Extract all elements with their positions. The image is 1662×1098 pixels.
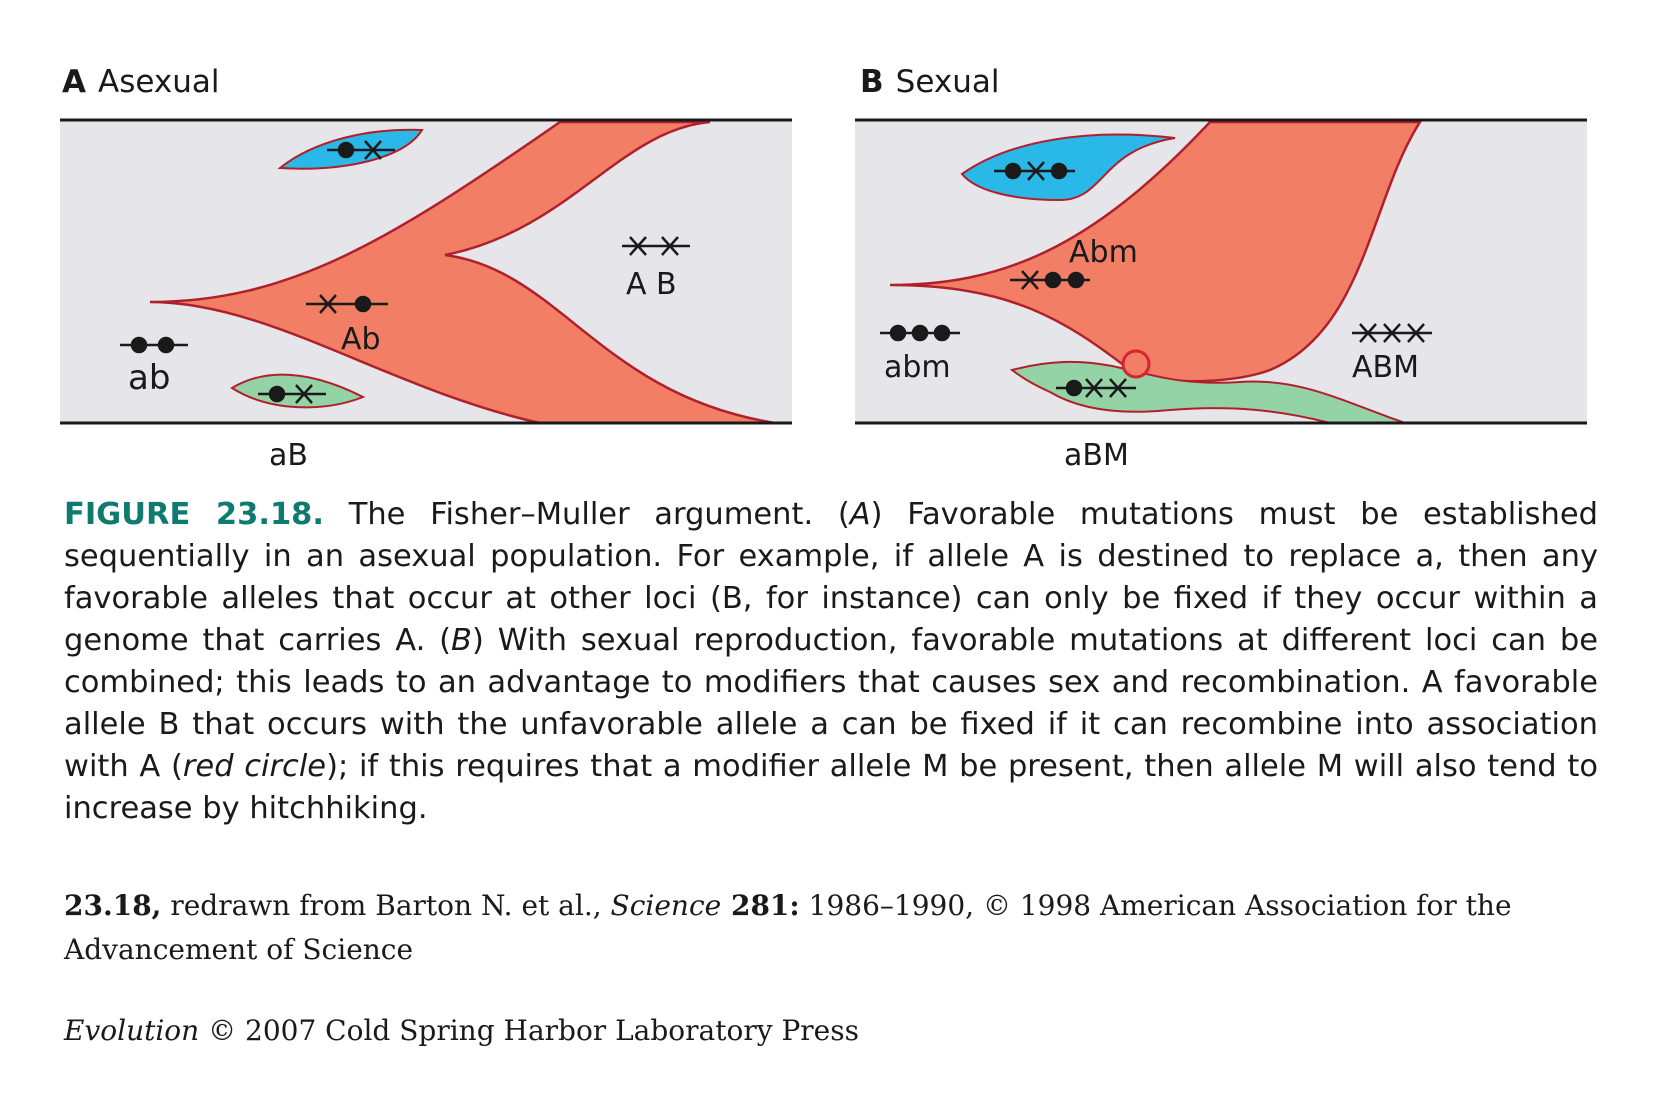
label-aBM: aBM xyxy=(1064,438,1129,473)
fisher-muller-figure xyxy=(0,0,1662,480)
panel-b-letter: B xyxy=(860,64,884,100)
credit-volume: 281: xyxy=(721,889,800,922)
label-aB: aB xyxy=(269,438,308,473)
label-abm: abm xyxy=(884,350,951,385)
panel-a-letter: A xyxy=(62,64,86,100)
label-Abm: Abm xyxy=(1069,235,1138,270)
label-AB: A B xyxy=(626,267,677,302)
caption-text-1: The Fisher–Muller argument. ( xyxy=(324,497,850,532)
caption-italic-b: B xyxy=(451,623,472,658)
panel-a-title: Asexual xyxy=(98,64,220,100)
label-Ab: Ab xyxy=(341,322,381,357)
panel-a-diagram xyxy=(60,120,792,473)
figure-caption xyxy=(64,494,1598,830)
caption-italic-a: A xyxy=(849,497,871,532)
label-ab: ab xyxy=(128,358,171,398)
caption-text-3: ) With sexual reproduction, favorable mutations at different loci can be combined; this leads to an advantage to modifiers that causes sex and recombination. A favorable allele B that occurs with the unfavorable allele a can be fixed if it can recombine into association with A ( xyxy=(64,623,1598,784)
credit-figure-number: 23.18, xyxy=(64,889,162,922)
caption-italic-red-circle: red circle xyxy=(182,749,327,784)
footer-copyright xyxy=(64,1014,859,1047)
caption-text-2: ) Favorable mutations must be established sequentially in an asexual population. For example, if allele A is destined to replace a, then any favorable alleles that occur at other loci (B, for instance) can only be fixed if they occur within a genome that carries A. ( xyxy=(64,497,1599,658)
genotype-marker-abm xyxy=(880,326,960,340)
panel-b-title: Sexual xyxy=(895,64,1000,100)
caption-text-4: ); if this requires that a modifier allele M be present, then allele M will also tend to increase by hitchhiking. xyxy=(64,749,1598,826)
recombination-red-circle xyxy=(1123,351,1149,377)
label-ABM: ABM xyxy=(1352,350,1419,385)
credit-journal: Science xyxy=(610,889,722,922)
credit-text-2: 1986–1990, © 1998 American Association for the Advancement of Science xyxy=(64,889,1512,966)
panel-b-diagram xyxy=(855,120,1587,473)
figure-number: FIGURE 23.18. xyxy=(64,497,324,532)
footer-text: © 2007 Cold Spring Harbor Laboratory Press xyxy=(199,1014,859,1047)
credit-text-1: redrawn from Barton N. et al., xyxy=(161,889,611,922)
footer-book-title: Evolution xyxy=(64,1014,200,1047)
figure-credit xyxy=(64,884,1598,972)
